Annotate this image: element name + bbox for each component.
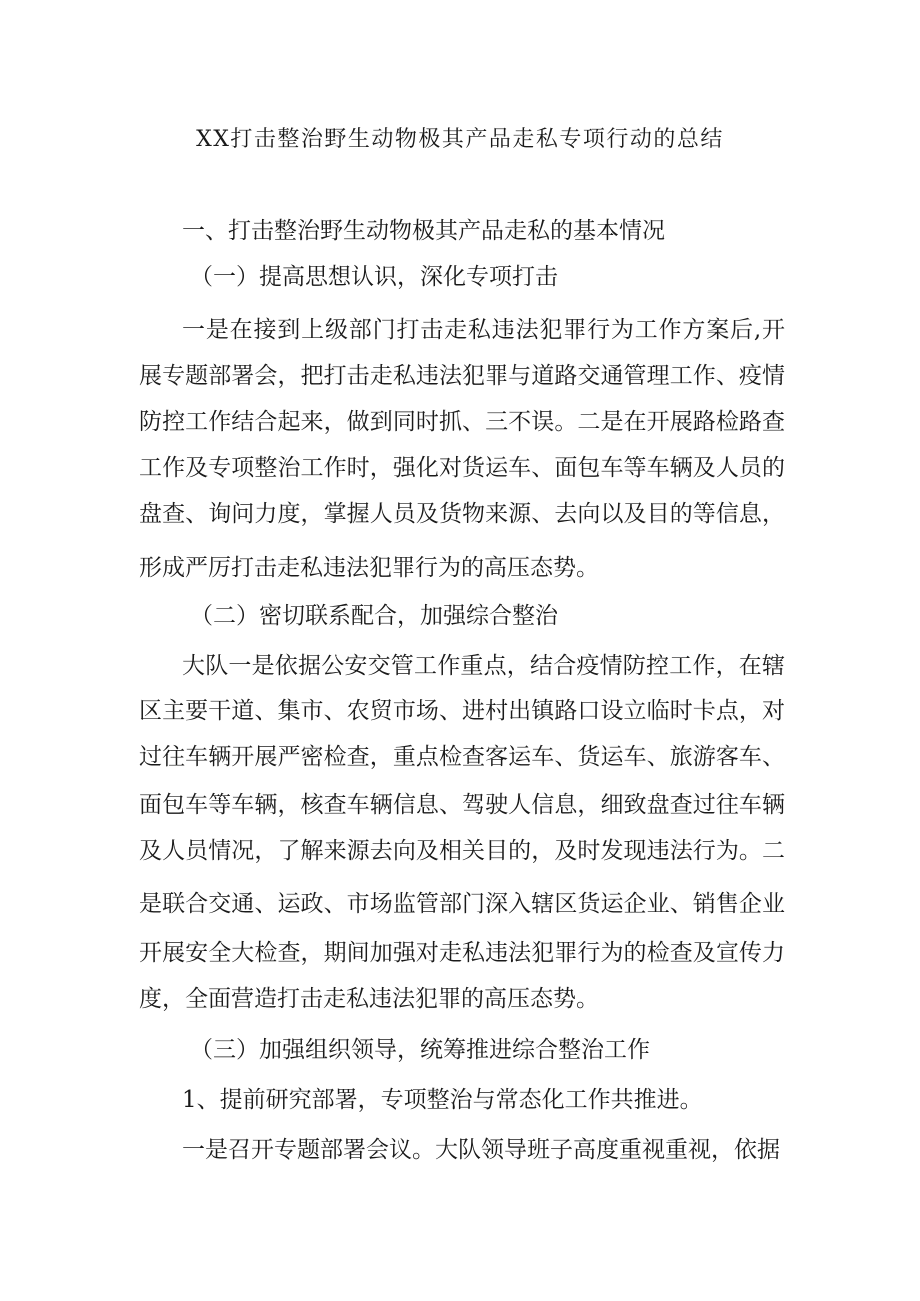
paragraph-line: 防控工作结合起来，做到同时抓、三不误。二是在开展路检路查 [139, 409, 785, 435]
paragraph-line: 一是召开专题部署会议。大队领导班子高度重视重视，依据 [182, 1137, 780, 1163]
paragraph-line: 盘查、询问力度，掌握人员及货物来源、去向以及目的等信息， [139, 501, 785, 527]
paragraph-line: 过往车辆开展严密检查，重点检查客运车、货运车、旅游客车、 [139, 744, 785, 770]
subsection-heading: （二）密切联系配合，加强综合整治 [190, 603, 558, 629]
numbered-item: 1、提前研究部署，专项整治与常态化工作共推进。 [182, 1087, 703, 1113]
paragraph-line: 区主要干道、集市、农贸市场、进村出镇路口设立临时卡点，对 [139, 698, 785, 724]
paragraph-line: 度，全面营造打击走私违法犯罪的高压态势。 [139, 986, 599, 1012]
paragraph-line: 大队一是依据公安交管工作重点，结合疫情防控工作，在辖 [182, 653, 785, 679]
subsection-heading: （一）提高思想认识，深化专项打击 [190, 264, 558, 290]
section-heading: 一、打击整治野生动物极其产品走私的基本情况 [182, 218, 665, 244]
paragraph-line: 及人员情况，了解来源去向及相关目的，及时发现违法行为。二 [139, 838, 785, 864]
paragraph-line: 工作及专项整治工作时，强化对货运车、面包车等车辆及人员的 [139, 455, 785, 481]
paragraph-line: 形成严厉打击走私违法犯罪行为的高压态势。 [139, 555, 599, 581]
document-title: XX打击整治野生动物极其产品走私专项行动的总结 [196, 127, 724, 152]
paragraph-line: 展专题部署会，把打击走私违法犯罪与道路交通管理工作、疫情 [139, 363, 785, 389]
paragraph-line: 面包车等车辆，核查车辆信息、驾驶人信息，细致盘查过往车辆 [139, 792, 785, 818]
subsection-heading: （三）加强组织领导，统筹推进综合整治工作 [190, 1037, 650, 1063]
paragraph-line: 一是在接到上级部门打击走私违法犯罪行为工作方案后,开 [182, 317, 785, 343]
paragraph-line: 开展安全大检查，期间加强对走私违法犯罪行为的检查及宣传力 [139, 940, 785, 966]
paragraph-line: 是联合交通、运政、市场监管部门深入辖区货运企业、销售企业 [139, 891, 785, 917]
